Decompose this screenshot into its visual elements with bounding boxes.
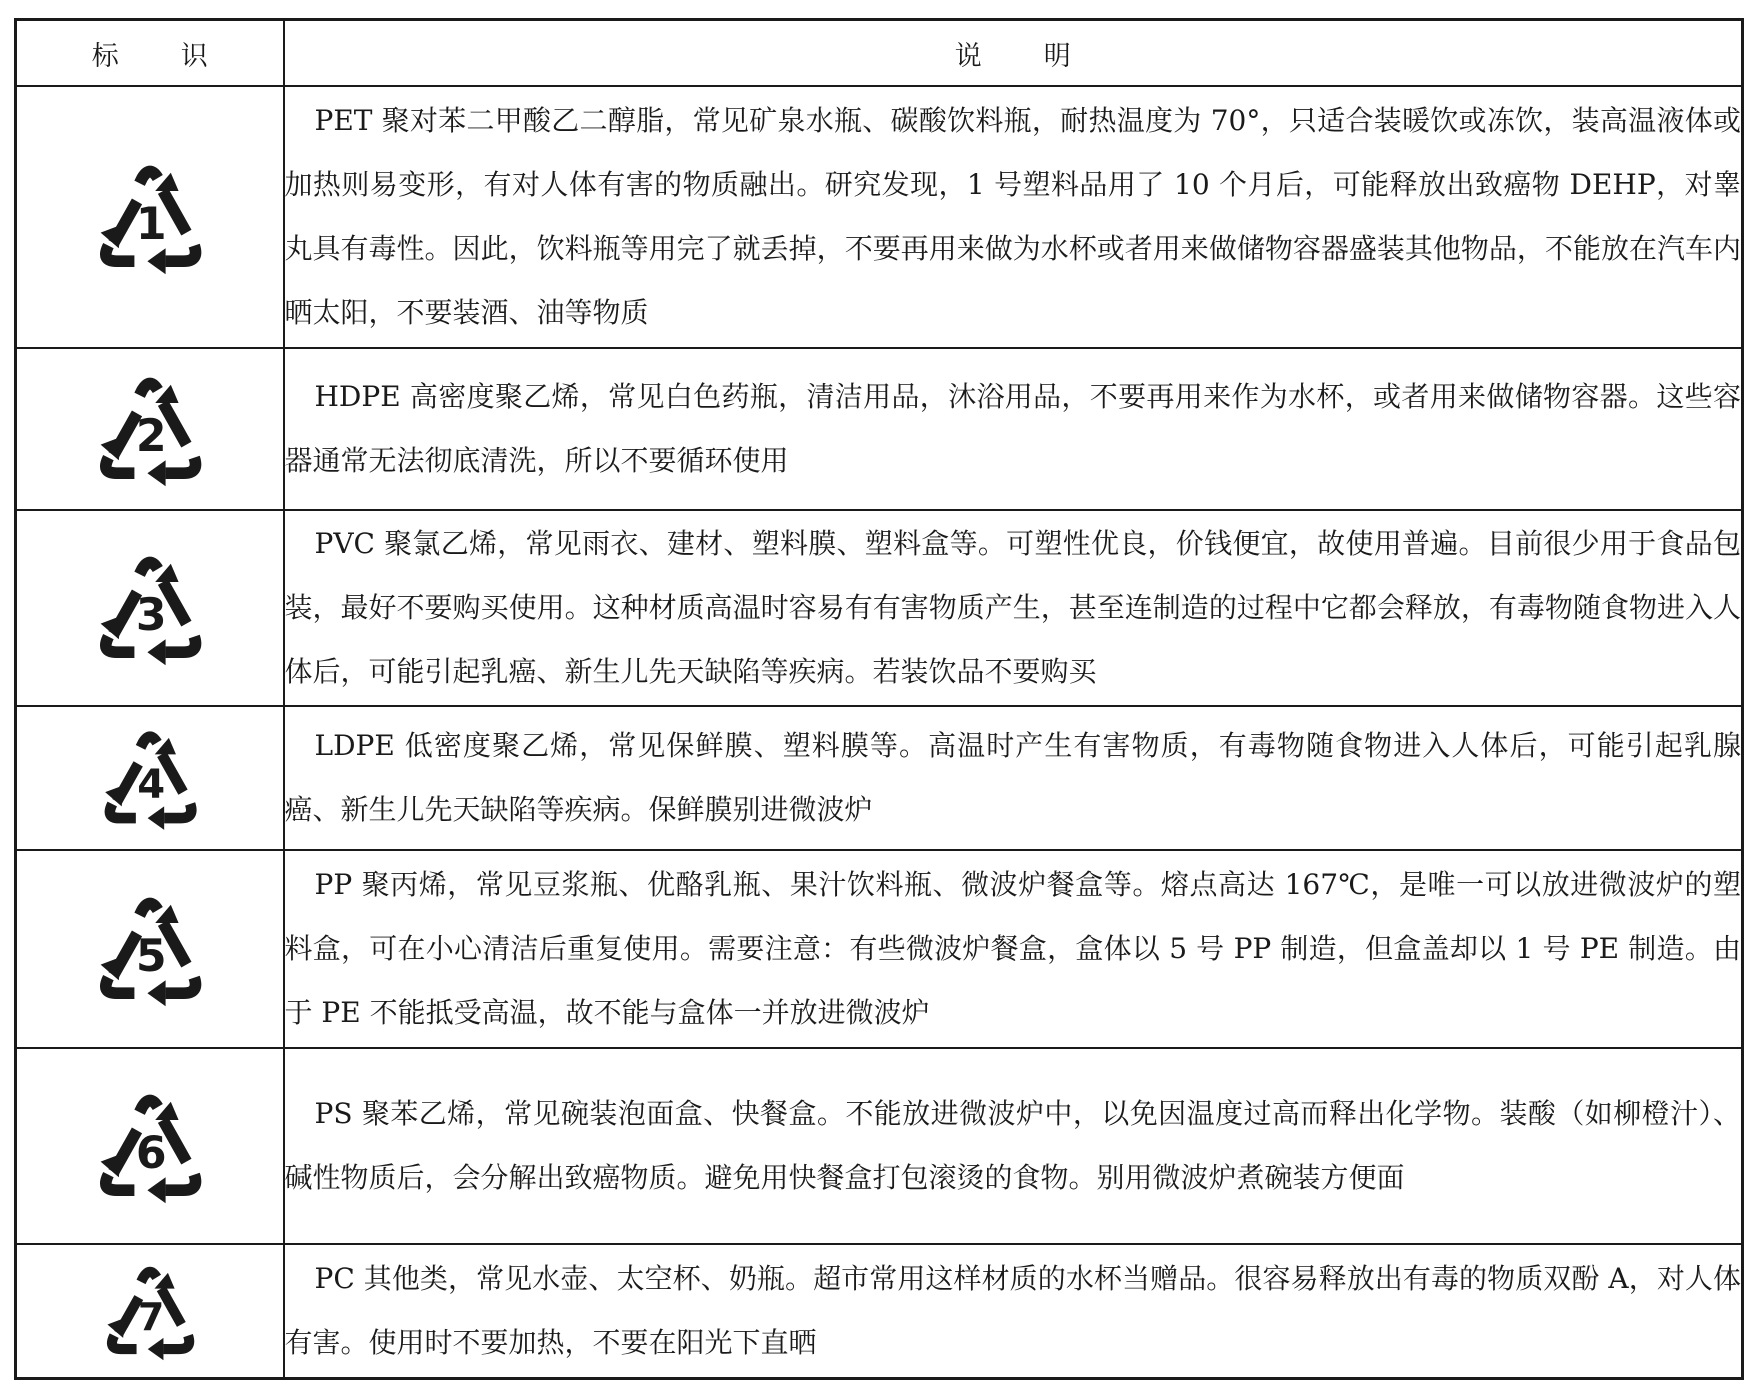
symbol-cell: [16, 510, 284, 706]
description-text: PET 聚对苯二甲酸乙二醇脂，常见矿泉水瓶、碳酸饮料瓶，耐热温度为 70°，只适合装暖饮或冻饮，装高温液体或加热则易变形，有对人体有害的物质融出。研究发现，1 号塑料品用了 10 个月后，可能释放出致癌物 DEHP，对睾丸具有毒性。因此，饮料瓶等用完了就丢掉，不要再用来做为水杯或者用来做储物容器盛装其他物品，不能放在汽车内晒太阳，不要装酒、油等物质: [284, 104, 1741, 329]
recycle-code-number: 2: [135, 411, 167, 463]
recycle-arrows-graphic: [85, 884, 215, 1014]
recycle-arrowhead: [147, 248, 165, 274]
desc-header-char-1: 说: [954, 40, 982, 72]
recycle-triangle-7-icon: [17, 1245, 283, 1377]
symbol-cell: [16, 1048, 284, 1244]
recycle-arrow-segment: [165, 246, 195, 262]
recycle-arrow-segment: [164, 804, 191, 818]
recycle-arrowhead: [147, 1177, 165, 1203]
recycle-code-number: 6: [135, 1128, 167, 1180]
table-row: [16, 348, 1743, 510]
symbol-cell: [16, 850, 284, 1048]
recycle-arrow-segment: [106, 246, 135, 262]
recycle-arrowhead: [147, 460, 165, 486]
recycle-arrow-segment: [165, 1175, 195, 1191]
recycle-arrow-segment: [165, 637, 195, 653]
description-cell: [284, 510, 1743, 706]
recycle-triangle-4-icon: [17, 707, 283, 849]
table-row: [16, 86, 1743, 348]
recycle-arrow-segment: [106, 1175, 135, 1191]
description-cell: [284, 86, 1743, 348]
description-cell: [284, 1048, 1743, 1244]
description-text: HDPE 高密度聚乙烯，常见白色药瓶，清洁用品，沐浴用品，不要再用来作为水杯，或者用来做储物容器。这些容器通常无法彻底清洗，所以不要循环使用: [284, 380, 1741, 477]
description-cell: [284, 850, 1743, 1048]
recycle-arrow-segment: [165, 978, 195, 994]
recycle-arrow-segment: [139, 172, 157, 184]
description-cell: [284, 348, 1743, 510]
recycle-arrowhead: [147, 980, 165, 1006]
recycle-triangle-6-icon: [17, 1049, 283, 1243]
recycling-codes-table: [14, 18, 1744, 1380]
symbol-cell: [16, 706, 284, 850]
recycle-arrow-segment: [165, 458, 195, 474]
description-column-header: [284, 20, 1743, 87]
recycle-code-number: 5: [135, 931, 167, 983]
recycle-arrows-graphic: [85, 543, 215, 673]
description-cell: [284, 706, 1743, 850]
table-row: [16, 706, 1743, 850]
recycle-triangle-5-icon: [17, 851, 283, 1047]
recycle-triangle-2-icon: [17, 349, 283, 509]
recycle-arrowhead: [148, 1338, 164, 1360]
symbol-cell: [16, 86, 284, 348]
description-text: PP 聚丙烯，常见豆浆瓶、优酪乳瓶、果汁饮料瓶、微波炉餐盒等。熔点高达 167℃，是唯一可以放进微波炉的塑料盒，可在小心清洁后重复使用。需要注意：有些微波炉餐盒，盒体以 5 号 PP 制造，但盒盖却以 1 号 PE 制造。由于 PE 不能抵受高温，故不能与盒体一并放进微波炉: [284, 868, 1741, 1029]
recycle-arrow-segment: [139, 384, 157, 396]
description-text: PC 其他类，常见水壶、太空杯、奶瓶。超市常用这样材质的水杯当赠品。很容易释放出有毒的物质双酚 A，对人体有害。使用时不要加热，不要在阳光下直晒: [284, 1262, 1741, 1359]
recycle-triangle-1-icon: [17, 87, 283, 347]
recycle-arrow-segment: [110, 804, 136, 818]
description-text: PVC 聚氯乙烯，常见雨衣、建材、塑料膜、塑料盒等。可塑性优良，价钱便宜，故使用普遍。目前很少用于食品包装，最好不要购买使用。这种材质高温时容易有有害物质产生，甚至连制造的过程中它都会释放，有毒物随食物进入人体后，可能引起乳癌、新生儿先天缺陷等疾病。若装饮品不要购买: [284, 527, 1741, 688]
recycle-arrow-segment: [139, 904, 157, 916]
recycle-arrows-graphic: [85, 1081, 215, 1211]
recycle-arrow-segment: [140, 737, 157, 748]
recycle-code-number: 7: [137, 1295, 165, 1340]
symbol-column-header: [16, 20, 284, 87]
recycle-arrows-graphic: [85, 364, 215, 494]
recycle-arrowhead: [147, 639, 165, 665]
recycle-arrow-segment: [141, 1272, 157, 1282]
recycle-triangle-3-icon: [17, 511, 283, 705]
description-text: LDPE 低密度聚乙烯，常见保鲜膜、塑料膜等。高温时产生有害物质，有毒物随食物进入人体后，可能引起乳腺癌、新生儿先天缺陷等疾病。保鲜膜别进微波炉: [284, 729, 1741, 826]
description-text: PS 聚苯乙烯，常见碗装泡面盒、快餐盒。不能放进微波炉中，以免因温度过高而释出化学物。装酸（如柳橙汁）、碱性物质后，会分解出致癌物质。避免用快餐盒打包滚烫的食物。别用微波炉煮碗装方便面: [284, 1097, 1741, 1194]
desc-header-char-2: 明: [1043, 40, 1071, 72]
recycle-arrowhead: [147, 806, 164, 830]
recycle-arrow-segment: [106, 978, 135, 994]
recycle-code-number: 3: [135, 590, 167, 642]
recycle-code-number: 1: [135, 199, 167, 251]
recycle-arrow-segment: [106, 458, 135, 474]
description-cell: [284, 1244, 1743, 1379]
symbol-cell: [16, 1244, 284, 1379]
table-row: [16, 1244, 1743, 1379]
table-row: [16, 850, 1743, 1048]
recycle-code-number: 4: [136, 762, 165, 809]
recycle-arrow-segment: [112, 1336, 137, 1349]
recycle-arrows-graphic: [85, 152, 215, 282]
recycle-arrows-graphic: [94, 1255, 206, 1367]
symbol-cell: [16, 348, 284, 510]
recycle-arrow-segment: [163, 1336, 189, 1349]
recycle-arrows-graphic: [91, 719, 209, 837]
symbol-header-char-2: 识: [180, 40, 208, 72]
recycle-arrow-segment: [139, 563, 157, 575]
table-header-row: [16, 20, 1743, 87]
recycle-arrow-segment: [139, 1101, 157, 1113]
symbol-header-char-1: 标: [91, 40, 119, 72]
table-row: [16, 510, 1743, 706]
recycle-arrow-segment: [106, 637, 135, 653]
table-row: [16, 1048, 1743, 1244]
